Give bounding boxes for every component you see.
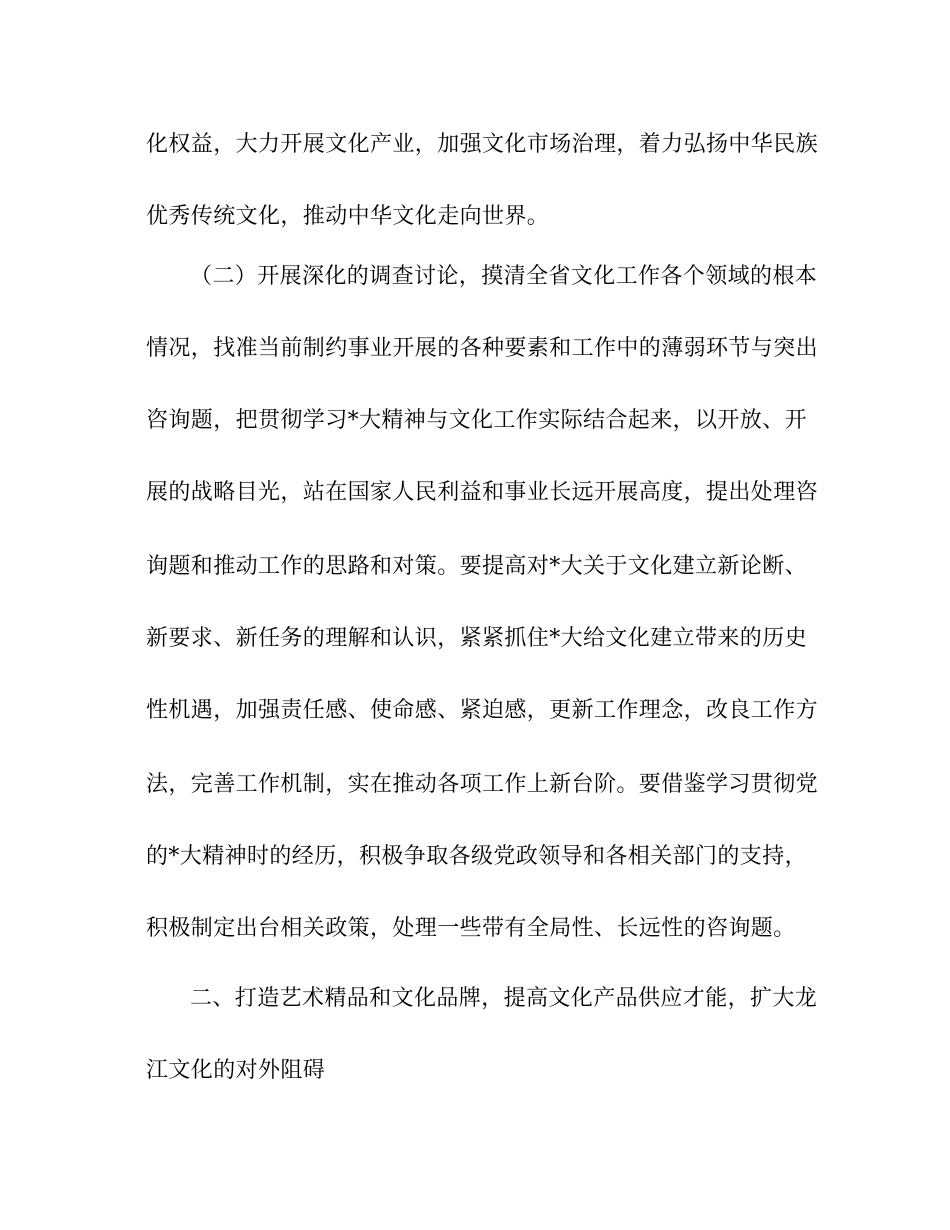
text-line: 询题和推动工作的思路和对策。要提高对*大关于文化建立新论断、 [146,554,808,579]
text-line: 积极制定出台相关政策，处理一些带有全局性、长远性的咨询题。 [146,916,796,941]
text-line: 性机遇，加强责任感、使命感、紧迫感，更新工作理念，改良工作方 [146,698,819,723]
text-line: 展的战略目光，站在国家人民利益和事业长远开展高度，提出处理咨 [146,480,819,505]
section-heading: 二、打造艺术精品和文化品牌，提高文化产品供应才能，扩大龙 [190,986,818,1011]
paragraph-heading: （二）开展深化的调查讨论，摸清全省文化工作各个领域的根本 [190,264,818,289]
text-line: 化权益，大力开展文化产业，加强文化市场治理，着力弘扬中华民族 [146,132,819,157]
section-heading-continued: 江文化的对外阻碍 [146,1058,326,1083]
text-line: 新要求、新任务的理解和认识，紧紧抓住*大给文化建立带来的历史 [146,626,808,651]
text-line: 优秀传统文化，推动中华文化走向世界。 [146,204,550,229]
text-line: 的*大精神时的经历，积极争取各级党政领导和各相关部门的支持， [146,844,808,869]
text-line: 咨询题，把贯彻学习*大精神与文化工作实际结合起来，以开放、开 [146,408,808,433]
text-line: 法，完善工作机制，实在推动各项工作上新台阶。要借鉴学习贯彻党 [146,772,819,797]
text-line: 情况，找准当前制约事业开展的各种要素和工作中的薄弱环节与突出 [146,336,819,361]
